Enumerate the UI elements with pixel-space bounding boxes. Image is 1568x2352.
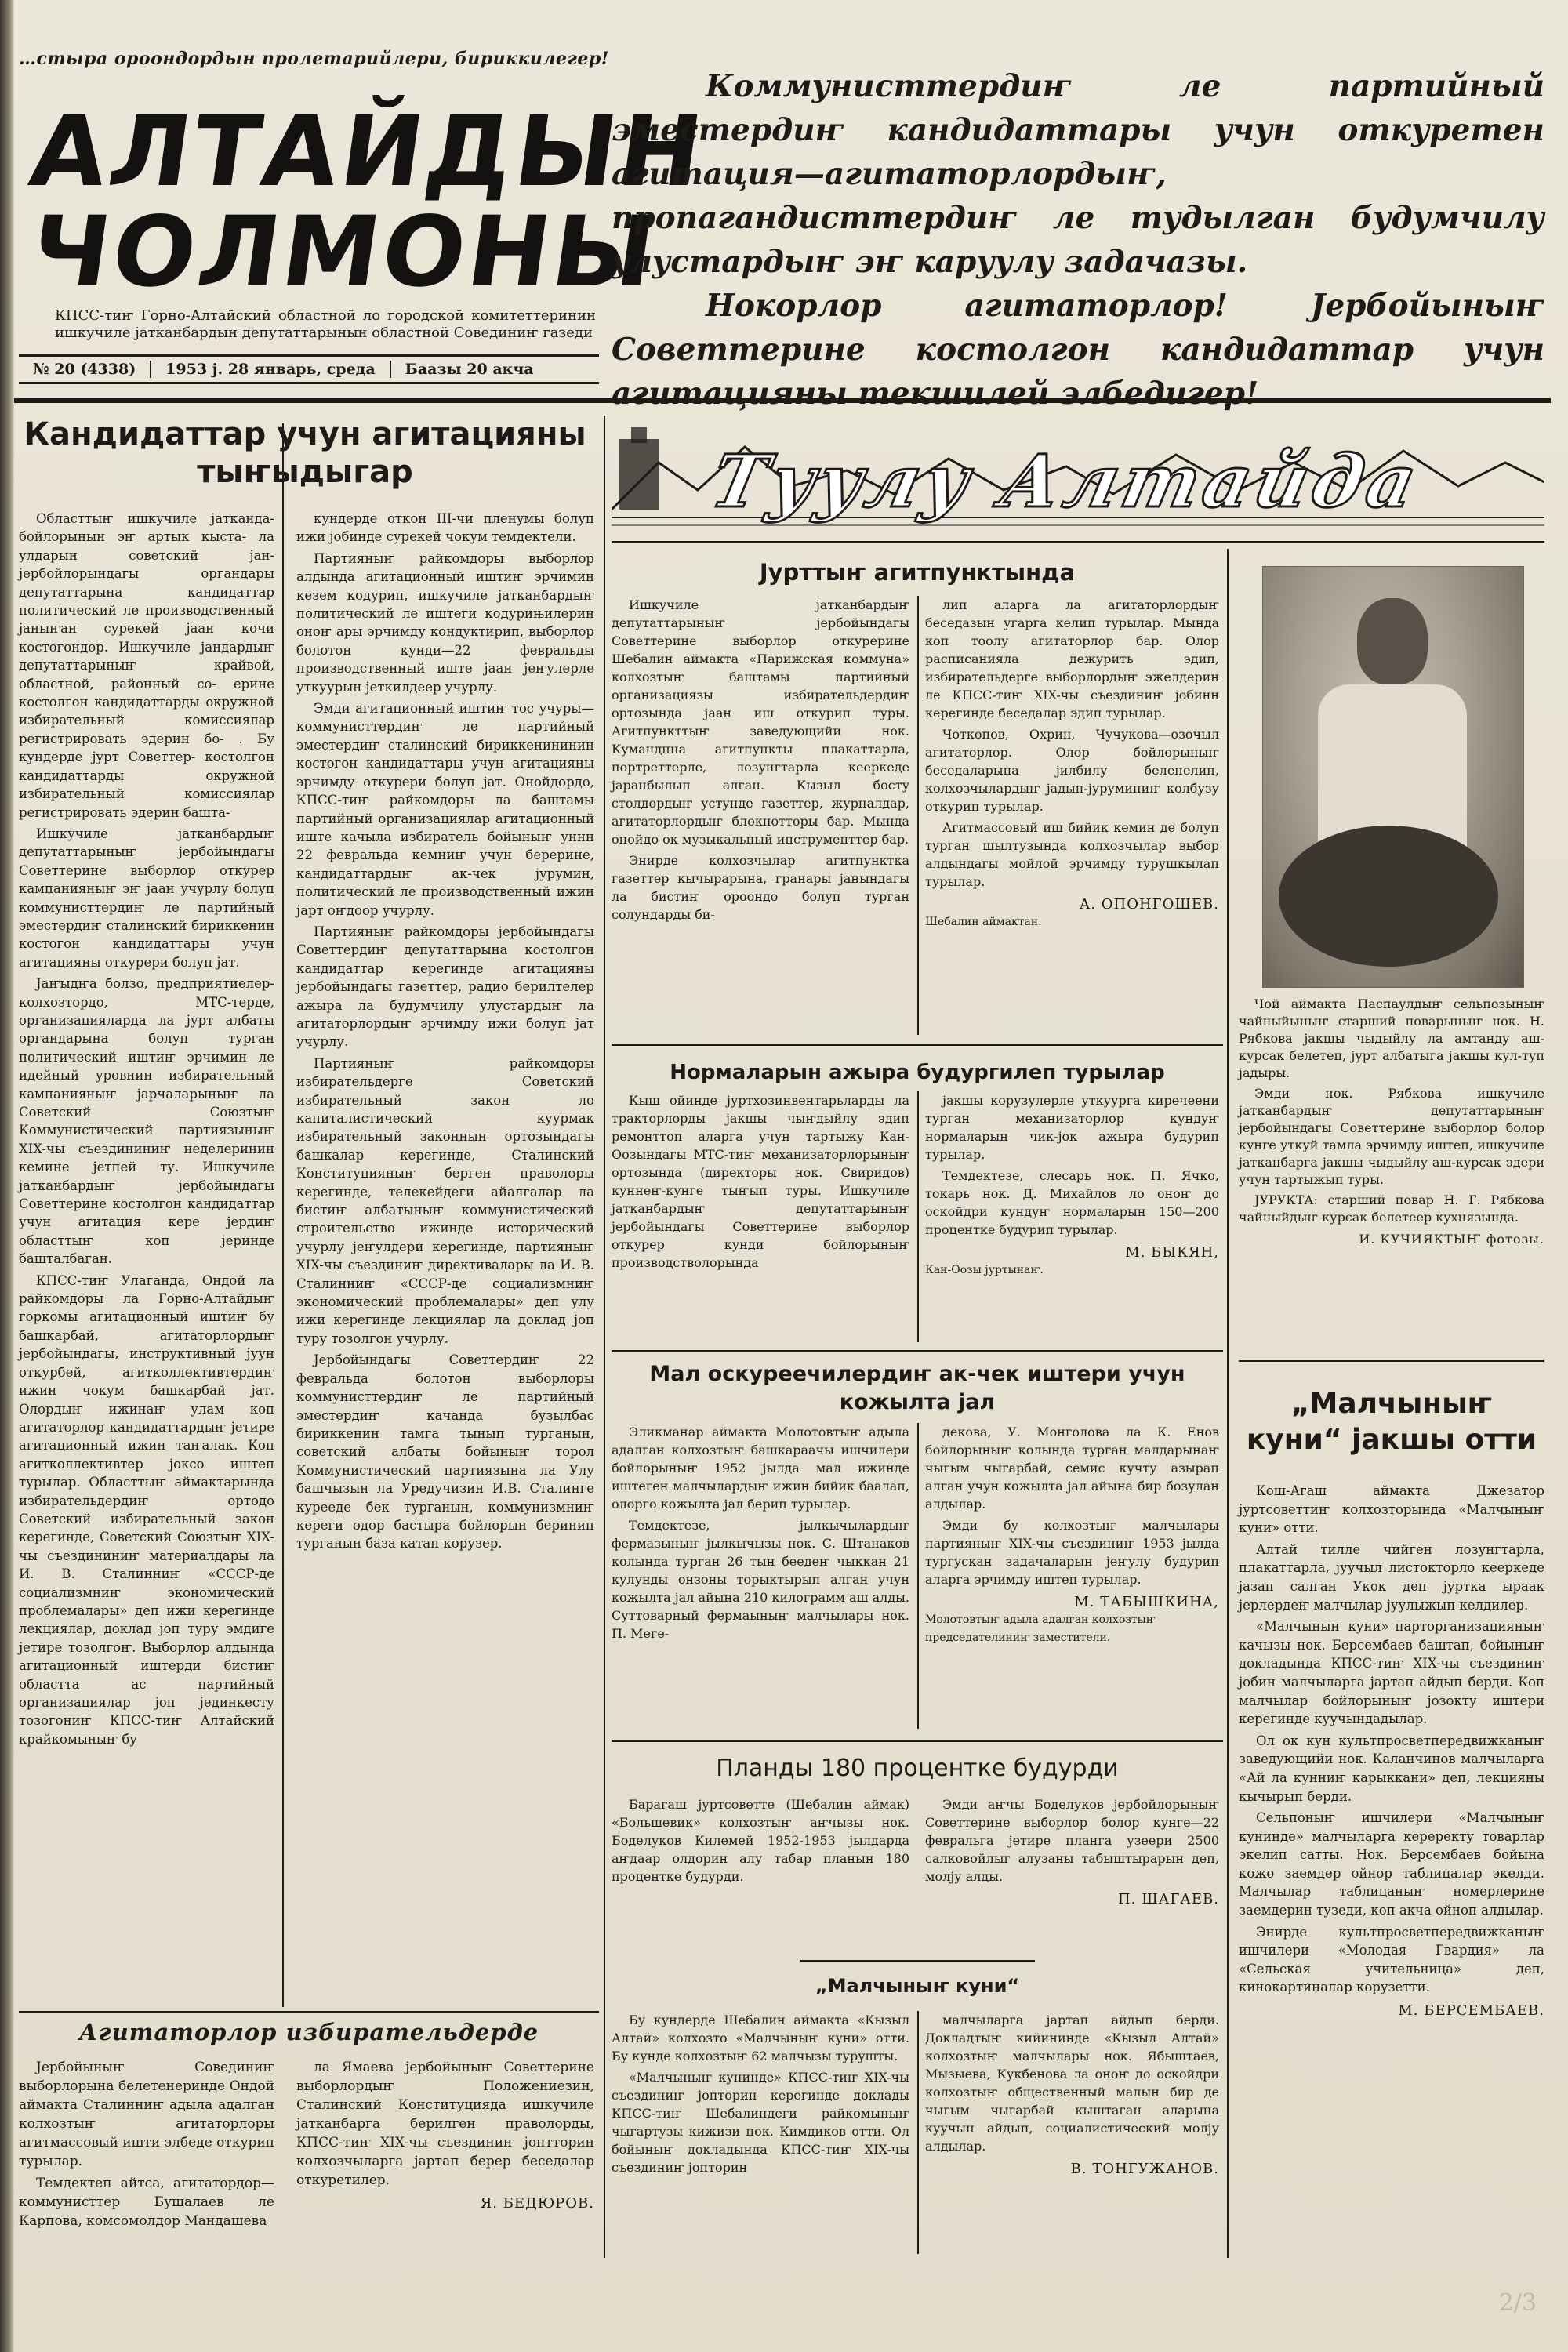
column-rule <box>604 416 605 2258</box>
paragraph: Ол ок кун культпросветпередвижканыҥ заведующийи нок. Каланчинов малчыларга «Ай ла кунниҥ карыккани» деп, лекцияны кычырып берди. <box>1239 1733 1544 1804</box>
author-signature: А. ОПОНГОШЕВ. <box>1079 896 1219 913</box>
norms-col-1 <box>612 1091 909 1275</box>
paragraph: Эмди агитационный иштиҥ тос учуры—коммунисттердиҥ ле партийный эместердиҥ сталинский бириккенининин костогон кандидаттары учун агитацияны эрчимду откурери болуп јат. Онойдордо, КПСС-тиҥ райкомдоры ла баштамы партийный организациялар агитационный иште качыла избиратель бойыныҥ уннн 22 февральда кемниҥ учун берерине, кандидаттардыҥ ак-чек јурумин, политический ле производственный ижин јарт оҥдоор учурлу. <box>296 701 594 918</box>
paragraph: Јаҥыдҥа болзо, предприятиелер- колхозтордо, МТС-терде, организацияларда ла јурт албаты органдарына болуп турган политический иштиҥ эрчимин ле идейный уровнин избирательный кампанияныҥ јарчаларыныҥ ла Советский Союзтыҥ Коммунистический партиязыныҥ XIX-чы съездининиҥ неделеринин кемине јетпей ту. Ишкучиле јатканбардыҥ јербойындагы Советтерине костолгон кандидаттар учун агитация кере јердиҥ областтыҥ коп јеринде башталбаган. <box>19 976 274 1267</box>
paragraph: Партияныҥ райкомдоры јербойындагы Советтердиҥ депутаттарына костолгон кандидаттар керегинде агитацияны јербойындагы газеттер, радио берилтелер ажыра ла будумчилу улустардыҥ ла агитаторлордыҥ эрчимду ижи болуп јат учурлу. <box>296 924 594 1050</box>
lead-slogan <box>612 64 1544 416</box>
masthead-slogan: …стыра ороондордын пролетарийлери, бириккилегер! <box>19 49 609 69</box>
herders-day-col-1 <box>612 2011 909 2180</box>
paragraph: Эмди аҥчы Боделуков јербойлорыныҥ Советтерине выборлор болор кунге—22 февральга јетире планга узеери 2500 салковойлыг алузаны табыштырарын деп, молју алды. <box>925 1797 1219 1884</box>
agitpunkt-headline: Јурттыҥ агитпунктында <box>759 559 1076 586</box>
photo-credit: И. КУЧИЯКТЫҤ фотозы. <box>1359 1232 1544 1247</box>
author-signature: В. ТОНГУЖАНОВ. <box>1070 2161 1219 2177</box>
agitators-col-1 <box>19 2058 274 2234</box>
masthead-subtitle: КПСС-тиҥ Горно-Алтайский областной ло городской комитеттеринин ишкучиле јатканбардын депутаттарынын областной Совединиҥ газеди <box>55 307 596 341</box>
livestock-col-2 <box>925 1423 1219 1647</box>
lead-slogan-p1: Коммунисттердиҥ ле партийный эместердиҥ кандидаттары учун откуретен агитация—агитаторлордыҥ, пропагандисттердиҥ ле тудылган будумчилу улустардыҥ эҥ каруулу задачазы. <box>612 68 1544 280</box>
column-rule <box>917 1091 919 1342</box>
author-signature: М. БЫКЯН, <box>1125 1244 1219 1261</box>
paragraph: ла Ямаева јербойыныҥ Советтерине выборлордыҥ Положениезин, Сталинский Конституцияда ишкучиле јатканбарга берилген праволорды, КПСС-тиҥ XIX-чы съездиниҥ јоптторин колхозчыларга јартап берер беседалар откуретилер. <box>296 2060 594 2188</box>
paragraph: Агитмассовый иш бийик кемин де болуп турган шылтузында колхозчылар выбор алдындагы мойлой эрчимду турушкылап турылар. <box>925 820 1219 889</box>
section-rule <box>612 1740 1223 1742</box>
author-signature: М. ТАБЫШКИНА, <box>1074 1594 1219 1610</box>
paragraph: Партияныҥ райкомдоры избирательдерге Советский избирательный закон ло капиталистический куурмак избирательный законнын ортозындагы башкалар керегинде, Сталинский Конституцияныҥ берген праволоры керегинде, телекейдеги айалгалар ла бистиҥ албатыныҥ коммунистический строительство ижинде исторический учурлу јеҥулдери керегинде, партияныҥ XIX-чы съездиниҥ директивалары ла И. В. Сталинниҥ «СССР-де социализмниҥ экономический проблемалары» деп улу ижи керегинде лекциялар ла доклад јоп туру тозолгон учурлу. <box>296 1055 594 1346</box>
paragraph: Энирде колхозчылар агитпунктка газеттер кычырарына, гранары јанындагы ла бистиҥ ороондо болуп турган солундарды би- <box>612 853 909 922</box>
author-signature: М. БЕРСЕМБАЕВ. <box>1398 2002 1544 2020</box>
column-rule <box>917 1423 919 1729</box>
plans-col-1 <box>612 1795 909 1889</box>
paragraph: јакшы корузулерле уткуурга киречеени турган механизаторлор кундуҥ нормаларын чик-јок ажыра будурип турылар. <box>925 1093 1219 1162</box>
title-line-1: АЛТАЙДЫН <box>23 96 713 209</box>
plans-col-2 <box>925 1795 1219 1908</box>
masthead-rule <box>14 398 1551 403</box>
caption-paragraph: Чой аймакта Паспаулдыҥ сельпозыныҥ чайныйыныҥ старший поварыныҥ нок. Н. Рябкова јакшы чыдыйлу ла амтанду аш-курсак белетеп, јурт албатыга јакшы кул-туп јадыры. <box>1239 996 1544 1080</box>
issue-price: Баазы 20 акча <box>405 361 534 378</box>
caption-paragraph: Эмди нок. Рябкова ишкучиле јатканбардыҥ депутаттарыныҥ јербойындагы Советтерине выборлор болор кунге уткуй тамла эрчимду иштеп, ишкучиле јатканбарга јакшы чыдыйлу аш-курсак эдери учун тартыжып туры. <box>1239 1086 1544 1187</box>
column-rule <box>282 423 284 2007</box>
editorial-headline: Кандидаттар учун агитацияны тыҥыдыгар <box>24 416 586 490</box>
agitpunkt-col-1 <box>612 596 909 927</box>
column-rule <box>917 596 919 1035</box>
cook-photo <box>1262 566 1524 988</box>
agitators-headline: Агитаторлор избирательдерде <box>78 2019 539 2045</box>
paragraph: Чоткопов, Охрин, Чучукова—озочыл агитаторлор. Олор бойлорыныҥ беседаларына јилбилу беленелип, колхозчылардыҥ јадын-јуруминиҥ колбузу откурип турылар. <box>925 727 1219 814</box>
column-rule <box>1227 549 1229 2258</box>
section-rule <box>612 1044 1223 1046</box>
author-signature: П. ШАГАЕВ. <box>1118 1891 1219 1907</box>
issue-number: № 20 (4338) <box>19 361 151 378</box>
photo-figure-head <box>1357 598 1428 684</box>
paragraph: Областтыҥ ишкучиле јатканда-бойлорынын эҥ артык кыста- ла улдарын советский јан- јербойлорындагы органдары депутаттарына кандидаттар политический ле производственный јаныҥан сурекей јаан кочи костогондор. Ишкучиле јандардыҥ депутаттарыныҥ крайвой, областной, районный со- ерине костолгон кандидаттарды окружной избирательный комиссиялар регистрировать эдерин бо- . Бу кундерде јурт Советтер- костолгон кандидаттарды окружной избирательный комиссиялар регистрировать эдерин башта- <box>19 511 274 820</box>
issue-info-row <box>19 354 599 384</box>
norms-headline: Нормаларын ажыра будургилеп турылар <box>670 1061 1165 1084</box>
section-rule <box>800 1960 1035 1962</box>
paragraph: малчыларга јартап айдып берди. Докладтыҥ кийининде «Кызыл Алтай» колхозтыҥ малчылары нок. Ябыштаев, Мызыева, Кукбенова ла оноҥ до оскойдри колхозтыҥ общественный малын бир де чыгым чыгарбай кыштаган аларына куучын айдып, социалистический молју алдылар. <box>925 2013 1219 2154</box>
paragraph: Эликманар аймакта Молотовтыҥ адыла адалган колхозтыҥ башкараачы ишчилери бойлорыныҥ 1952 јылда мал ижинде иштеген малчылардыҥ ижин бийик баалап, олорго кожылта јал берип турылар. <box>612 1425 909 1512</box>
paragraph: Кыш ойинде јуртхозинвентарьларды ла тракторлорды јакшы чыҥдыйлу эдип ремонттоп аларга учун тартыжу Кан-Оозындагы МТС-тиҥ механизаторлорыныҥ ортозында (директоры нок. Свиридов) куннеҥ-кунге тыҥып туры. Ишкучиле јатканбардыҥ депутаттарыныҥ јербойындагы Советтерине выборлор откурер кунди бойлорыныҥ производстволорында <box>612 1093 909 1270</box>
livestock-col-1 <box>612 1423 909 1646</box>
author-location: Молотовтыҥ адыла адалган колхозтыҥ председателиниҥ заместители. <box>925 1613 1156 1644</box>
paragraph: КПСС-тиҥ Улаганда, Ондой ла райкомдоры ла Горно-Алтайдыҥ горкомы агитационный иштиҥ бу башкарбай, агитаторлордыҥ јербойындагы, инструктивный јуун откурбей, агитколлективтердиҥ ижин чокум башкарбай јат. Олордыҥ ижинаҥ улам коп агитаторлор кандидаттардыҥ јетире агитационный ижин таҥалак. Коп агитколлективтер јоксо иштеп турылар. Областтыҥ аймактарында избирательдердиҥ ортодо Советский избирательный закон керегинде, Советский Союзтыҥ XIX-чы съездининиҥ материалдары ла И. В. Сталинниҥ «СССР-де социализмниҥ экономический проблемалары» деп ижи керегинде лекциялар, доклад jоп туру эмдиге јетире тозолгоҥ. Выборлор алдында агитационный иштерди бистиҥ областта ас партийный организациялар јоп јединкесту тозогониҥ КПСС-тиҥ Алтайский крайкомыныҥ бу <box>19 1272 274 1747</box>
column-rule <box>917 2011 919 2254</box>
section-rule <box>19 2011 599 2013</box>
paragraph: Эмди бу колхозтыҥ малчылары партияныҥ XIX-чы съездиниҥ 1953 јылда тургускан задачаларын јеҥулу будурип аларга эрчимду иштеп турылар. <box>925 1518 1219 1587</box>
section-banner <box>612 416 1544 533</box>
paragraph: декова, У. Монголова ла К. Енов бойлорыныҥ колында турган малдарынаҥ чыгым чыгарбай, семис кучту азырап алган учун кожылта јал айына бир бозулан алдылар. <box>925 1425 1219 1512</box>
paragraph: Бу кундерде Шебалин аймакта «Кызыл Алтай» колхозто «Малчыныҥ куни» отти. Бу кунде колхозтыҥ 62 малчызы турушты. <box>612 2013 909 2063</box>
paragraph: Кош-Агаш аймакта Джезатор јуртсоветтиҥ колхозторында «Малчыныҥ куни» отти. <box>1239 1483 1544 1536</box>
section-rule <box>1239 1360 1544 1362</box>
paragraph: Ишкучиле јатканбардыҥ депутаттарыныҥ јербойындагы Советтерине выборлор откурерине Шебалин аймакта «Парижская коммуна» колхозтыҥ баштамы партийный организациязы избирательдердиҥ ортозында јаан иш откурип туры. Агитпункттыҥ заведующийи нок. Куманднна агитпункты плакаттарла, портреттерле, лозунгтарла кееркеде јаранбылып алган. Кызыл босту столдордыҥ устунде газеттер, журналдар, агитаторлордыҥ блокнотторы бар. Мында онойдо ок музыкальный инструменттер бар. <box>612 597 909 847</box>
paragraph: Ишкучиле јатканбардыҥ депутаттарыныҥ јербойындагы Советтерине выборлор откурер кампанияныҥ эҥ јаан учурлу болуп коммунисттердиҥ ле партийный эместердиҥ сталинский бириккенин костогон кандидаттары учун агитацияны откурери болуп јат. <box>19 826 274 970</box>
caption-paragraph: ЈУРУКТА: старший повар Н. Г. Рябкова чайныйдыҥ курсак белетеер кухнязында. <box>1239 1192 1544 1225</box>
paragraph: Энирде культпросветпередвижканыҥ ишчилери «Молодая Гвардия» ла «Сельская учительница» деп, кинокартиналар корузетти. <box>1239 1924 1544 1995</box>
issue-date: 1953 ј. 28 январь, среда <box>151 361 390 378</box>
paragraph: Темдектезе, јылкычылардыҥ фермазыныҥ јылкычызы нок. С. Штанаков колында турган 26 тын беедеҥ чыккан 21 кулунды онзоны торыктырып алган учун кожылта јал айына 210 килограмм аш алды. Суттоварный фермаыныҥ малчылары нок. П. Меге- <box>612 1518 909 1641</box>
newspaper-title <box>23 96 713 309</box>
herders-day-2-headline: „Малчыныҥ куни“ јакшы отти <box>1246 1388 1537 1456</box>
paragraph: Темдектезе, слесарь нок. П. Ячко, токарь нок. Д. Михайлов ло оноҥ до оскойдри кундуҥ нормаларын 150—200 процентке будурип турылар. <box>925 1168 1219 1237</box>
livestock-headline: Мал оскуреечилердиҥ ак-чек иштери учун кожылта јал <box>649 1362 1185 1414</box>
section-rule <box>612 541 1544 543</box>
title-line-2: ЧОЛМОНЫ <box>23 196 665 309</box>
editorial-col-1 <box>19 510 274 1751</box>
agitators-col-2 <box>296 2058 594 2213</box>
author-location: Кан-Оозы јуртынаҥ. <box>925 1264 1044 1276</box>
herders-day-2-text <box>1239 1482 1544 2020</box>
section-rule <box>612 1350 1223 1352</box>
banner-title: Туулу Алтайда <box>704 439 1428 524</box>
herders-day-col-2 <box>925 2011 1219 2178</box>
author-signature: Я. БЕДЮРОВ. <box>480 2195 594 2212</box>
paragraph: Јербойыныҥ Совединиҥ выборлорына белетенеринде Ондой аймакта Сталинниҥ адыла адалган колхозтыҥ агитаторлоры агитмассовый ишти элбеде откурип турылар. <box>19 2060 274 2169</box>
paragraph: Партияныҥ райкомдоры выборлор алдында агитационный иштиҥ эрчимин кезем кодурип, ишкучиле јатканбардыҥ политический ле иштеги кодурињилерин оноҥ ары эрчимду кондуктирип, выборлор болотон кунди—22 февральды производственный иште јаан јеҥулерле уткуурын јеткилдеер учурлу. <box>296 550 594 695</box>
paragraph: Јербойындагы Советтердиҥ 22 февральда болотон выборлоры коммунисттердиҥ ле партийный эместердиҥ качанда бузылбас бириккенин тамга тынып турганын, советский албаты бойыныҥ торол Коммунистический партиязына ла Улу башчызын ла Уредучизин И.В. Сталинге курееде бек турганын, коммунизмниҥ кереги одор бастыра бойлорын беринип турганын база катап корузер. <box>296 1352 594 1552</box>
herders-day-headline: „Малчыныҥ куни“ <box>815 1975 1020 1997</box>
photo-caption <box>1239 996 1544 1248</box>
paragraph: Алтай тилле чийген лозунгтарла, плакаттарла, јуучыл листокторло кееркеде јазап салган Укок деп јуртка ыраак јерлердеҥ малчылар јуулыжып келдилер. <box>1239 1541 1544 1613</box>
author-location: Шебалин аймактан. <box>925 916 1042 928</box>
photo-cooking-pot <box>1279 826 1498 967</box>
norms-col-2 <box>925 1091 1219 1279</box>
editorial-col-2 <box>296 510 594 1556</box>
paragraph: лип аларга ла агитаторлордыҥ беседазын угарга келип турылар. Мында коп тоолу агитаторлор бар. Олор расписанияла дежурить эдип, избирательдерге выборлордыҥ эжелдерин ле КПСС-тиҥ XIX-чы съездиниҥ јобинн керегинде беседалар эдип турылар. <box>925 597 1219 720</box>
paragraph: Барагаш јуртсоветте (Шебалин аймак) «Большевик» колхозтыҥ аҥчызы нок. Боделуков Килемей 1952-1953 јылдарда аҥдаар олдорин алу табар планын 180 процентке будурди. <box>612 1797 909 1884</box>
page-number: 2/3 <box>1498 2289 1537 2317</box>
lead-slogan-p2: Нокорлор агитаторлор! Јербойыныҥ Советтерине костолгон кандидаттар учун агитацияны текшилей элбедигер! <box>612 288 1544 412</box>
paragraph: Сельпоныҥ ишчилери «Малчыныҥ кунинде» малчыларга кереректу товарлар экелип сатты. Нок. Берсембаев бойына кожо заемдер ойнор таблицалар экелди. Малчылар таблицаныҥ номерлерине заемдерин тузеди, коп акча ойноп алдылар. <box>1239 1810 1544 1918</box>
paragraph: «Малчыныҥ кунинде» КПСС-тиҥ XIX-чы съездиниҥ јопторин керегинде доклады КПСС-тиҥ Шебалиндеги райкомыныҥ чыгартузы кижизи нок. Кимдиков отти. Ол бойыныҥ докладында КПСС-тиҥ XIX-чы съездиниҥ јопторин <box>612 2070 909 2175</box>
paragraph: «Малчыныҥ куни» парторганизацияныҥ качызы нок. Берсембаев баштап, бойыныҥ докладында КПСС-тиҥ XIX-чы съездиниҥ јобин малчыларга јартап айдып берди. Коп малчылар бойлорыныҥ јозокту иштери керегинде куучындадылар. <box>1239 1619 1544 1727</box>
binding-edge <box>0 0 14 2352</box>
paragraph: Темдектеп айтса, агитатордор—коммунисттер Бушалаев ле Карпова, комсомолдор Мандашева <box>19 2176 274 2229</box>
plans-headline: Планды 180 процентке будурди <box>716 1755 1119 1782</box>
paragraph: кундерде откон III-чи пленумы болуп ижи јобинде сурекей чокум темдектели. <box>296 511 594 545</box>
agitpunkt-col-2 <box>925 596 1219 931</box>
